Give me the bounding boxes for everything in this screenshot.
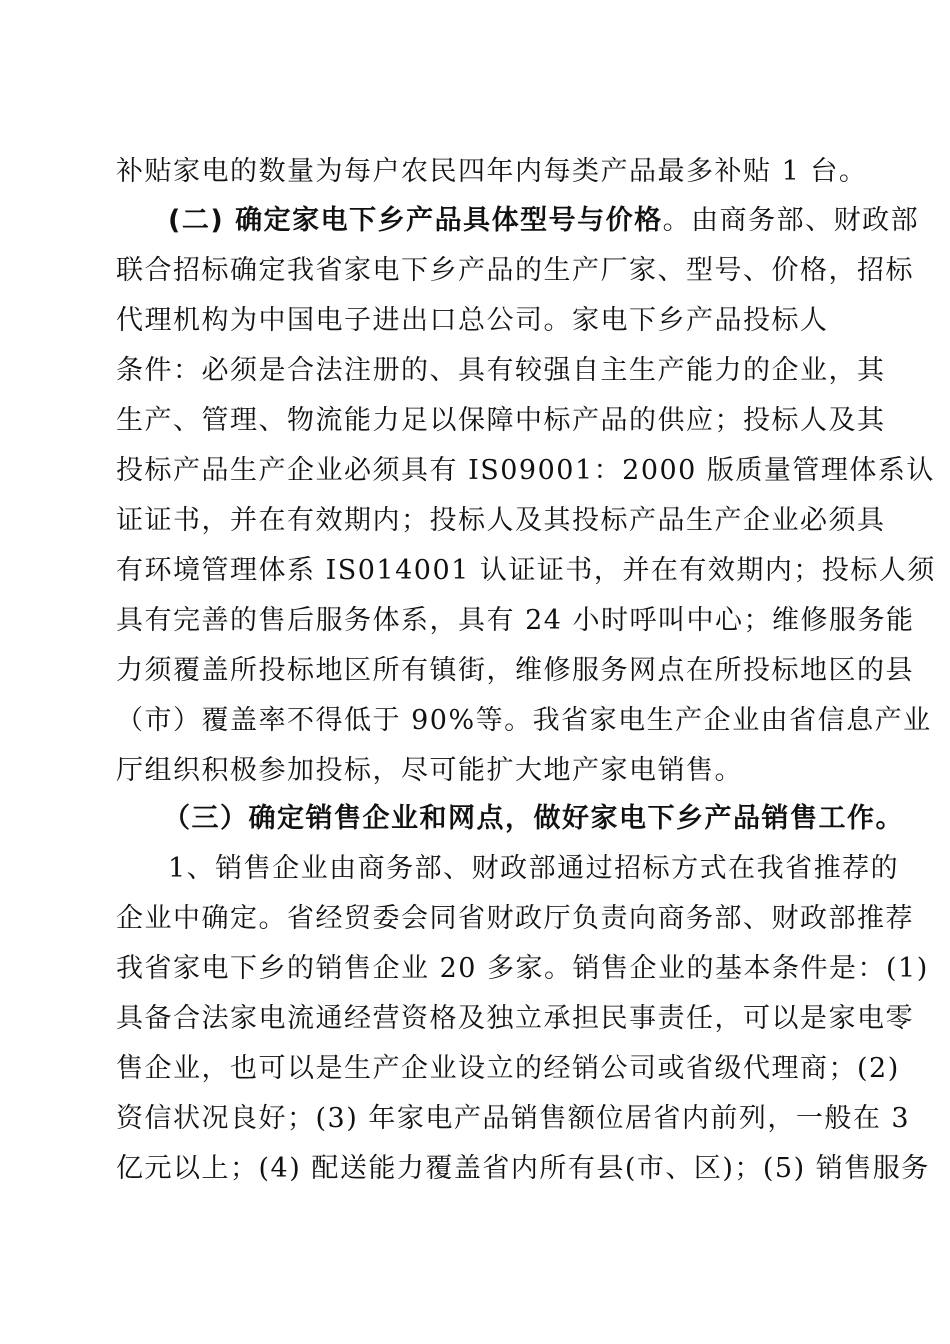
section-3-heading: （三）确定销售企业和网点，做好家电下乡产品销售工作。 xyxy=(163,803,904,834)
paragraph-line: 力须覆盖所投标地区所有镇街，维修服务网点在所投标地区的县 xyxy=(116,655,914,686)
paragraph-line: 资信状况良好；(3) 年家电产品销售额位居省内前列，一般在 3 xyxy=(116,1103,911,1134)
paragraph-line: 补贴家电的数量为每户农民四年内每类产品最多补贴 1 台。 xyxy=(116,156,868,187)
paragraph-line: （市）覆盖率不得低于 90%等。我省家电生产企业由省信息产业 xyxy=(116,705,932,736)
paragraph-line: 我省家电下乡的销售企业 20 多家。销售企业的基本条件是：(1) xyxy=(116,953,929,984)
section-2-intro: 。由商务部、财政部 xyxy=(662,205,920,236)
paragraph-line: 具有完善的售后服务体系，具有 24 小时呼叫中心；维修服务能 xyxy=(116,605,915,636)
paragraph-line: 亿元以上；(4) 配送能力覆盖省内所有县(市、区)；(5) 销售服务 xyxy=(116,1153,930,1184)
paragraph-line: 售企业，也可以是生产企业设立的经销公司或省级代理商；(2) xyxy=(116,1053,900,1084)
section-2-first-line xyxy=(168,204,920,238)
paragraph-line: 企业中确定。省经贸委会同省财政厅负责向商务部、财政部推荐 xyxy=(116,903,914,934)
paragraph-line: 代理机构为中国电子进出口总公司。家电下乡产品投标人 xyxy=(116,305,829,336)
paragraph-line: 生产、管理、物流能力足以保障中标产品的供应；投标人及其 xyxy=(116,405,886,436)
paragraph-line: 联合招标确定我省家电下乡产品的生产厂家、型号、价格，招标 xyxy=(116,255,914,286)
paragraph-line: 厅组织积极参加投标，尽可能扩大地产家电销售。 xyxy=(116,755,743,786)
paragraph-line: 具备合法家电流通经营资格及独立承担民事责任，可以是家电零 xyxy=(116,1003,914,1034)
paragraph-line: 1、销售企业由商务部、财政部通过招标方式在我省推荐的 xyxy=(168,853,900,884)
section-2-heading: (二) 确定家电下乡产品具体型号与价格 xyxy=(168,205,663,236)
paragraph-line: 有环境管理体系 IS014001 认证证书，并在有效期内；投标人须 xyxy=(116,555,936,586)
paragraph-line: 条件：必须是合法注册的、具有较强自主生产能力的企业，其 xyxy=(116,355,886,386)
paragraph-line: 投标产品生产企业必须具有 IS09001：2000 版质量管理体系认 xyxy=(116,455,935,486)
paragraph-line: 证证书，并在有效期内；投标人及其投标产品生产企业必须具 xyxy=(116,505,886,536)
